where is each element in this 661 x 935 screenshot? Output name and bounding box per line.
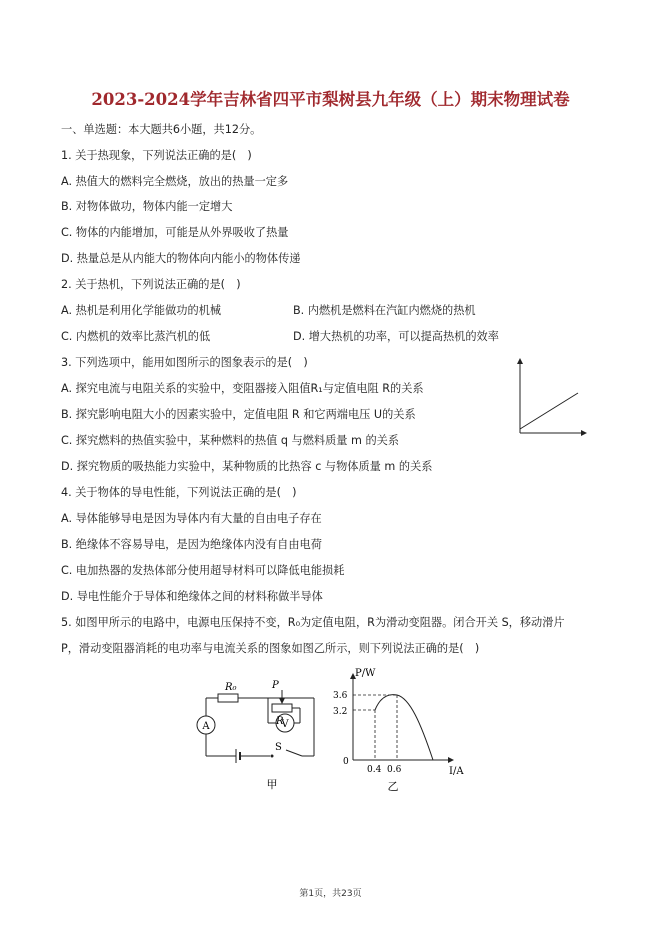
p-label: P [272, 680, 279, 691]
q1-option-a: A. 热值大的燃料完全燃烧，放出的热量一定多 [61, 175, 289, 188]
q4-option-c: C. 电加热器的发热体部分使用超导材料可以降低电能损耗 [61, 564, 345, 577]
r0-label: R₀ [225, 682, 237, 693]
q1-stem: 1. 关于热现象，下列说法正确的是( ) [61, 149, 252, 162]
q4-option-a: A. 导体能够导电是因为导体内有大量的自由电子存在 [61, 512, 322, 525]
graph-caption: 乙 [387, 780, 399, 793]
graph-origin: 0 [343, 757, 349, 767]
switch-label: S [275, 742, 282, 753]
voltmeter-label: V [281, 719, 289, 730]
q5-stem-line2: P，滑动变阻器消耗的电功率与电流关系的图象如图乙所示，则下列说法正确的是( ) [61, 642, 480, 655]
q5-stem-line1: 5. 如图甲所示的电路中，电源电压保持不变，R₀为定值电阻，R为滑动变阻器。闭合开关 S，移动滑片 [61, 616, 565, 629]
power-curve [375, 695, 433, 760]
r-label: R [276, 716, 284, 727]
q3-option-c: C. 探究燃料的热值实验中，某种燃料的热值 q 与燃料质量 m 的关系 [61, 434, 400, 447]
graph-xlabel: I/A [449, 766, 464, 777]
q3-option-b: B. 探究影响电阻大小的因素实验中，定值电阻 R 和它两端电压 U的关系 [61, 408, 416, 421]
switch-contact [271, 755, 274, 758]
q4-option-b: B. 绝缘体不容易导电，是因为绝缘体内没有自由电荷 [61, 538, 322, 551]
circuit-diagram [190, 676, 320, 794]
r0-resistor [218, 694, 238, 702]
q3-plot-line [520, 393, 578, 429]
q2-option-b: B. 内燃机是燃料在汽缸内燃烧的热机 [293, 304, 476, 317]
graph-x-tick-0-6: 0.6 [387, 765, 402, 775]
q3-figure [512, 357, 588, 437]
q2-stem: 2. 关于热机，下列说法正确的是( ) [61, 278, 241, 291]
ammeter-label: A [202, 721, 210, 732]
circuit-caption: 甲 [266, 778, 278, 791]
q3-stem: 3. 下列选项中，能用如图所示的图象表示的是( ) [61, 356, 308, 369]
q2-option-a: A. 热机是利用化学能做功的机械 [61, 304, 222, 317]
q4-option-d: D. 导电性能介于导体和绝缘体之间的材料称做半导体 [61, 590, 323, 603]
q1-option-d: D. 热量总是从内能大的物体向内能小的物体传递 [61, 252, 301, 265]
graph-y-tick-3-2: 3.2 [333, 707, 348, 717]
q4-stem: 4. 关于物体的导电性能，下列说法正确的是( ) [61, 486, 297, 499]
q1-option-b: B. 对物体做功，物体内能一定增大 [61, 200, 233, 213]
q3-option-a: A. 探究电流与电阻关系的实验中，变阻器接入阻值R₁与定值电阻 R的关系 [61, 382, 424, 395]
power-current-graph [325, 664, 475, 794]
page-title: 2023-2024学年吉林省四平市梨树县九年级（上）期末物理试卷 [91, 90, 570, 109]
q2-option-c: C. 内燃机的效率比蒸汽机的低 [61, 330, 211, 343]
section-heading: 一、单选题：本大题共6小题，共12分。 [61, 123, 262, 136]
q1-option-c: C. 物体的内能增加，可能是从外界吸收了热量 [61, 226, 289, 239]
graph-y-tick-3-6: 3.6 [333, 691, 348, 701]
r-rheostat [272, 704, 292, 712]
q2-option-d: D. 增大热机的功率，可以提高热机的效率 [293, 330, 499, 343]
graph-x-tick-0-4: 0.4 [367, 765, 382, 775]
page-footer: 第1页，共23页 [299, 889, 362, 899]
q3-option-d: D. 探究物质的吸热能力实验中，某种物质的比热容 c 与物体质量 m 的关系 [61, 460, 433, 473]
graph-ylabel: P/W [355, 668, 376, 679]
